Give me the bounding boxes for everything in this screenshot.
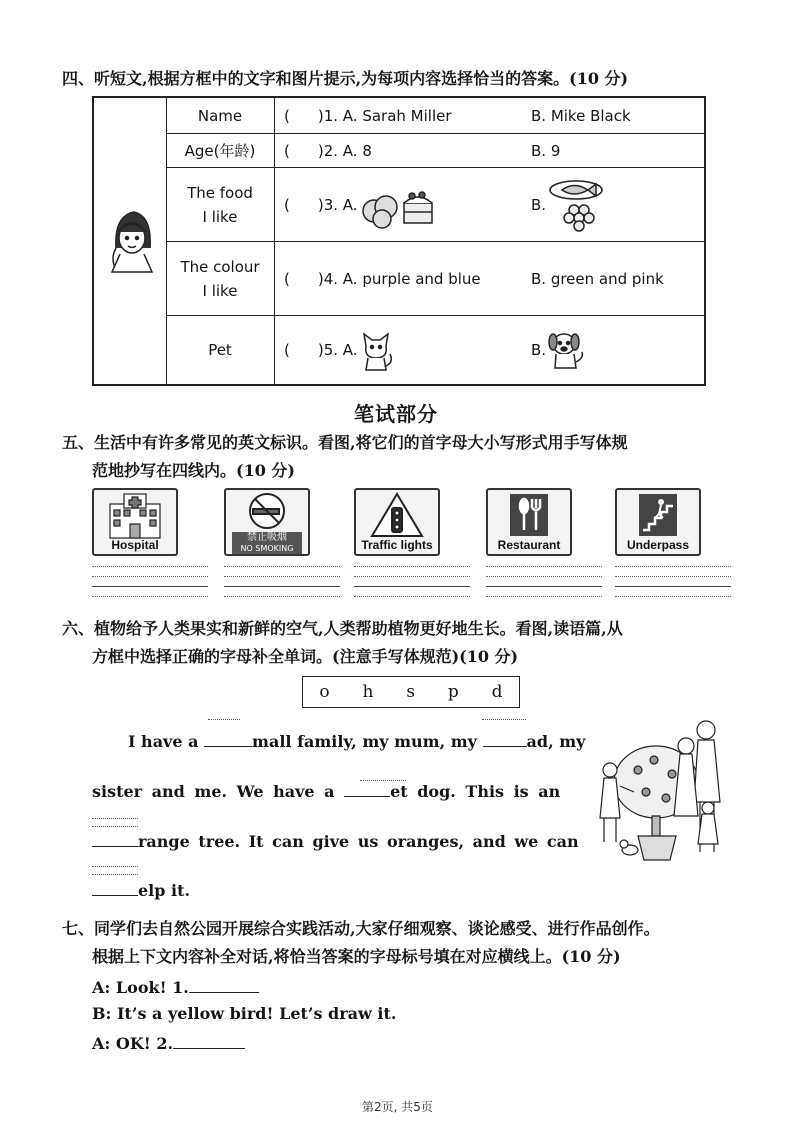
no-smoking-icon: [226, 490, 308, 532]
answer-blank[interactable]: [189, 976, 259, 993]
passage-line-4: [92, 879, 190, 900]
option-a: [284, 168, 440, 241]
cat-icon: [358, 328, 394, 372]
fish-grapes-icon: [546, 176, 616, 234]
orange-tree-icon: [594, 712, 740, 862]
table-row: [166, 168, 704, 242]
answer-paren: (: [284, 141, 290, 160]
passage-line-2: [92, 780, 560, 801]
passage-text: I have a: [128, 732, 199, 751]
table-row: [166, 316, 704, 384]
letter-option: h: [362, 682, 374, 702]
handwriting-guide: [92, 826, 138, 827]
sign-label: Underpass: [626, 538, 690, 552]
restaurant-icon: [488, 490, 570, 540]
fruit-cake-icon: [360, 179, 440, 231]
dog-icon: [546, 328, 586, 372]
four-line-grid[interactable]: [224, 566, 340, 606]
answer-paren: (: [284, 269, 290, 288]
option-a: [284, 98, 452, 133]
letter-option: o: [319, 682, 330, 702]
option-b: B. 9: [531, 141, 561, 160]
q5-title-line2: 范地抄写在四线内。(10 分): [92, 461, 295, 480]
sign-label: 禁止吸烟: [247, 532, 287, 543]
option-a-text: )2. A. 8: [317, 141, 372, 160]
q6-title-line1: 六、植物给予人类果实和新鲜的空气,人类帮助植物更好地生长。看图,读语篇,从: [62, 619, 623, 638]
girl-portrait: [94, 98, 167, 384]
sign-restaurant: [486, 488, 572, 556]
page-footer: 第2页, 共5页: [362, 1100, 433, 1114]
q6-title-line2: 方框中选择正确的字母补全单词。(注意手写体规范)(10 分): [92, 647, 519, 666]
row-label: Age(年龄): [166, 134, 275, 167]
passage-line-3: [92, 830, 579, 851]
passage-text: elp it.: [138, 881, 191, 900]
handwriting-guide: [482, 719, 526, 720]
row-label: The colour I like: [166, 242, 275, 315]
option-a: [284, 316, 394, 384]
option-b: B. Mike Black: [531, 106, 631, 125]
passage-line-1: [128, 730, 585, 751]
option-a-text: )4. A. purple and blue: [317, 269, 481, 288]
four-line-grid[interactable]: [615, 566, 731, 606]
option-a: [284, 242, 481, 315]
table-row: [166, 134, 704, 168]
four-line-grid[interactable]: [486, 566, 602, 606]
dialogue-line-3: [92, 1032, 245, 1053]
sign-label: Restaurant: [497, 538, 561, 552]
family-tree-illustration: [594, 712, 740, 862]
option-b: [531, 168, 616, 241]
letter-option: p: [447, 682, 459, 702]
row-label: Name: [166, 98, 275, 133]
handwriting-guide: [92, 874, 138, 875]
option-a-text: )1. A. Sarah Miller: [317, 106, 452, 125]
sign-traffic-lights: [354, 488, 440, 556]
answer-blank[interactable]: [173, 1032, 245, 1049]
passage-text: et dog. This is an: [390, 782, 561, 801]
q7-title-line1: 七、同学们去自然公园开展综合实践活动,大家仔细观察、谈论感受、进行作品创作。: [62, 919, 660, 938]
passage-text: sister and me. We have a: [92, 782, 335, 801]
q7-title-line2: 根据上下文内容补全对话,将恰当答案的字母标号填在对应横线上。(10 分): [92, 947, 621, 966]
dialogue-text: A: Look! 1.: [92, 978, 189, 997]
q5-title-line1: 五、生活中有许多常见的英文标识。看图,将它们的首字母大小写形式用手写体规: [62, 433, 628, 452]
letter-blank[interactable]: [204, 730, 252, 747]
option-b: B. green and pink: [531, 269, 664, 288]
sign-underpass: [615, 488, 701, 556]
handwriting-guide: [92, 818, 138, 819]
letter-choice-box: [302, 676, 520, 708]
sign-sublabel: NO SMOKING: [240, 544, 294, 553]
dialogue-line-1: [92, 976, 259, 997]
four-line-grid[interactable]: [92, 566, 208, 606]
dialogue-line-2: B: It’s a yellow bird! Let’s draw it.: [92, 1004, 397, 1023]
option-b-text: B.: [531, 341, 547, 359]
passage-text: mall family, my mum, my: [252, 732, 477, 751]
letter-blank[interactable]: [92, 830, 138, 847]
table-row: [166, 242, 704, 316]
listening-table: [92, 96, 706, 386]
letter-blank[interactable]: [92, 879, 138, 896]
handwriting-guide: [92, 866, 138, 867]
letter-option: s: [406, 682, 416, 702]
sign-label-box: [232, 532, 302, 554]
option-b-text: B.: [531, 195, 547, 214]
girl-icon: [112, 212, 152, 272]
answer-paren: (: [284, 195, 290, 214]
option-b: [531, 316, 586, 384]
traffic-light-icon: [356, 490, 438, 540]
passage-text: range tree. It can give us oranges, and we can: [138, 832, 579, 851]
letter-blank[interactable]: [483, 730, 527, 747]
passage-text: ad, my: [526, 732, 586, 751]
row-label: The food I like: [166, 168, 275, 241]
answer-paren: (: [284, 106, 290, 125]
sign-no-smoking: [224, 488, 310, 556]
sign-hospital: [92, 488, 178, 556]
answer-paren: (: [284, 341, 290, 359]
underpass-icon: [617, 490, 699, 540]
four-line-grid[interactable]: [354, 566, 470, 606]
sign-label: Traffic lights: [361, 538, 433, 552]
row-label: Pet: [166, 316, 275, 384]
q4-title: 四、听短文,根据方框中的文字和图片提示,为每项内容选择恰当的答案。(10 分): [62, 69, 629, 88]
written-section-heading: 笔试部分: [354, 402, 438, 426]
dialogue-text: A: OK! 2.: [92, 1034, 174, 1053]
sign-label: Hospital: [111, 538, 159, 552]
table-row: [166, 98, 704, 134]
option-a: [284, 134, 372, 167]
option-a-text: )5. A.: [317, 341, 358, 359]
letter-blank[interactable]: [344, 780, 390, 797]
handwriting-guide: [208, 719, 240, 720]
hospital-icon: [94, 490, 176, 540]
letter-option: d: [491, 682, 503, 702]
option-a-text: )3. A.: [317, 195, 358, 214]
